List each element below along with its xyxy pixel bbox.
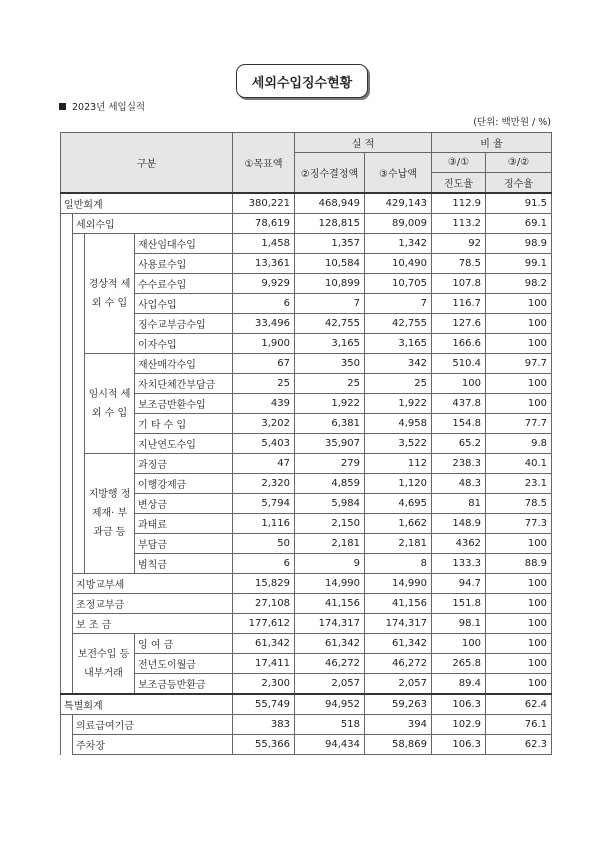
cell-progress: 107.8 <box>432 274 486 294</box>
cell-progress: 113.2 <box>432 214 486 234</box>
header-levy: ②징수결정액 <box>295 153 365 194</box>
row-label: 보조금등반환금 <box>135 674 233 695</box>
cell-levy: 42,755 <box>295 314 365 334</box>
header-row-1 <box>61 133 552 153</box>
unit-note: (단위: 백만원 / %) <box>473 117 551 128</box>
subtitle-text: 2023년 세입실적 <box>72 102 146 113</box>
cell-target: 33,496 <box>233 314 295 334</box>
cell-collection: 97.7 <box>486 354 552 374</box>
cell-receipt: 342 <box>365 354 432 374</box>
cell-receipt: 394 <box>365 715 432 735</box>
cell-levy: 4,859 <box>295 474 365 494</box>
header-category: 구분 <box>61 133 233 194</box>
table-row <box>61 594 552 614</box>
table-row <box>61 674 552 695</box>
cell-collection: 78.5 <box>486 494 552 514</box>
row-label: 지방교부세 <box>73 574 233 594</box>
section-subtitle <box>59 99 145 113</box>
cell-progress: 48.3 <box>432 474 486 494</box>
cell-target: 1,900 <box>233 334 295 354</box>
cell-collection: 77.3 <box>486 514 552 534</box>
header-receipt: ③수납액 <box>365 153 432 194</box>
cell-levy: 25 <box>295 374 365 394</box>
cell-collection: 62.3 <box>486 735 552 755</box>
group-penalty: 지방행 정제재· 부과금 등 <box>85 454 135 574</box>
cell-progress: 151.8 <box>432 594 486 614</box>
cell-progress: 510.4 <box>432 354 486 374</box>
cell-collection: 100 <box>486 334 552 354</box>
cell-collection: 77.7 <box>486 414 552 434</box>
row-label: 징수교부금수입 <box>135 314 233 334</box>
cell-collection: 100 <box>486 394 552 414</box>
cell-target: 25 <box>233 374 295 394</box>
table-row <box>61 394 552 414</box>
cell-receipt: 7 <box>365 294 432 314</box>
cell-progress: 81 <box>432 494 486 514</box>
table-row <box>61 514 552 534</box>
row-label: 과징금 <box>135 454 233 474</box>
page-title: 세외수입징수현황 <box>236 64 368 98</box>
table-row <box>61 314 552 334</box>
table-row <box>61 454 552 474</box>
cell-receipt: 41,156 <box>365 594 432 614</box>
indent-cell <box>61 214 73 695</box>
cell-levy: 2,181 <box>295 534 365 554</box>
cell-target: 177,612 <box>233 614 295 634</box>
cell-progress: 112.9 <box>432 193 486 214</box>
cell-receipt: 1,342 <box>365 234 432 254</box>
row-label: 재산매각수입 <box>135 354 233 374</box>
cell-levy: 5,984 <box>295 494 365 514</box>
cell-progress: 106.3 <box>432 694 486 715</box>
cell-target: 2,320 <box>233 474 295 494</box>
table-row <box>61 274 552 294</box>
indent-cell <box>61 715 73 755</box>
cell-collection: 100 <box>486 634 552 654</box>
cell-collection: 91.5 <box>486 193 552 214</box>
cell-levy: 10,584 <box>295 254 365 274</box>
row-label: 일반회계 <box>61 193 233 214</box>
group-transfer: 보전수입 등 내부거래 <box>73 634 135 695</box>
cell-levy: 61,342 <box>295 634 365 654</box>
table-row <box>61 694 552 715</box>
square-bullet-icon <box>59 103 66 110</box>
cell-receipt: 46,272 <box>365 654 432 674</box>
cell-collection: 100 <box>486 654 552 674</box>
cell-target: 9,929 <box>233 274 295 294</box>
cell-levy: 1,357 <box>295 234 365 254</box>
row-label: 기 타 수 입 <box>135 414 233 434</box>
cell-receipt: 174,317 <box>365 614 432 634</box>
cell-levy: 14,990 <box>295 574 365 594</box>
table-row <box>61 494 552 514</box>
cell-levy: 46,272 <box>295 654 365 674</box>
cell-progress: 100 <box>432 374 486 394</box>
row-label: 변상금 <box>135 494 233 514</box>
row-label: 부담금 <box>135 534 233 554</box>
cell-receipt: 89,009 <box>365 214 432 234</box>
cell-receipt: 112 <box>365 454 432 474</box>
row-label: 특별회계 <box>61 694 233 715</box>
cell-progress: 166.6 <box>432 334 486 354</box>
row-label: 이행강제금 <box>135 474 233 494</box>
cell-receipt: 61,342 <box>365 634 432 654</box>
cell-collection: 100 <box>486 674 552 695</box>
table-row <box>61 354 552 374</box>
cell-collection: 100 <box>486 294 552 314</box>
cell-progress: 94.7 <box>432 574 486 594</box>
cell-collection: 100 <box>486 314 552 334</box>
table-row <box>61 193 552 214</box>
cell-levy: 350 <box>295 354 365 374</box>
cell-progress: 89.4 <box>432 674 486 695</box>
header-progress-top: ③/① <box>432 153 486 173</box>
row-label: 이자수입 <box>135 334 233 354</box>
cell-target: 67 <box>233 354 295 374</box>
cell-receipt: 429,143 <box>365 193 432 214</box>
cell-progress: 102.9 <box>432 715 486 735</box>
cell-receipt: 1,120 <box>365 474 432 494</box>
cell-receipt: 42,755 <box>365 314 432 334</box>
header-ratio: 비 율 <box>432 133 552 153</box>
cell-target: 3,202 <box>233 414 295 434</box>
row-label: 수수료수입 <box>135 274 233 294</box>
cell-collection: 100 <box>486 374 552 394</box>
cell-receipt: 10,705 <box>365 274 432 294</box>
revenue-table <box>60 132 552 755</box>
row-label: 보조금반환수입 <box>135 394 233 414</box>
cell-levy: 94,434 <box>295 735 365 755</box>
row-label: 재산임대수입 <box>135 234 233 254</box>
cell-collection: 23.1 <box>486 474 552 494</box>
cell-target: 5,794 <box>233 494 295 514</box>
table-row <box>61 334 552 354</box>
cell-collection: 69.1 <box>486 214 552 234</box>
cell-target: 55,749 <box>233 694 295 715</box>
cell-target: 50 <box>233 534 295 554</box>
cell-progress: 4362 <box>432 534 486 554</box>
row-label: 보 조 금 <box>73 614 233 634</box>
header-collection-top: ③/② <box>486 153 552 173</box>
cell-target: 17,411 <box>233 654 295 674</box>
cell-collection: 98.9 <box>486 234 552 254</box>
cell-levy: 2,150 <box>295 514 365 534</box>
cell-target: 47 <box>233 454 295 474</box>
cell-progress: 65.2 <box>432 434 486 454</box>
cell-collection: 99.1 <box>486 254 552 274</box>
cell-receipt: 58,869 <box>365 735 432 755</box>
table-row <box>61 715 552 735</box>
cell-receipt: 25 <box>365 374 432 394</box>
cell-levy: 3,165 <box>295 334 365 354</box>
cell-collection: 76.1 <box>486 715 552 735</box>
cell-receipt: 59,263 <box>365 694 432 715</box>
table-row <box>61 374 552 394</box>
cell-levy: 128,815 <box>295 214 365 234</box>
cell-levy: 279 <box>295 454 365 474</box>
cell-receipt: 14,990 <box>365 574 432 594</box>
cell-progress: 106.3 <box>432 735 486 755</box>
cell-progress: 437.8 <box>432 394 486 414</box>
cell-progress: 127.6 <box>432 314 486 334</box>
cell-progress: 154.8 <box>432 414 486 434</box>
header-progress-bottom: 진도율 <box>432 173 486 194</box>
cell-collection: 40.1 <box>486 454 552 474</box>
cell-receipt: 4,958 <box>365 414 432 434</box>
table-row <box>61 634 552 654</box>
cell-target: 5,403 <box>233 434 295 454</box>
row-label: 사업수입 <box>135 294 233 314</box>
indent-cell <box>73 234 85 574</box>
cell-target: 15,829 <box>233 574 295 594</box>
cell-progress: 265.8 <box>432 654 486 674</box>
cell-progress: 92 <box>432 234 486 254</box>
cell-levy: 10,899 <box>295 274 365 294</box>
cell-target: 1,116 <box>233 514 295 534</box>
row-label: 세외수입 <box>73 214 233 234</box>
cell-progress: 116.7 <box>432 294 486 314</box>
row-label: 의료급여기금 <box>73 715 233 735</box>
cell-levy: 7 <box>295 294 365 314</box>
cell-progress: 133.3 <box>432 554 486 574</box>
cell-levy: 1,922 <box>295 394 365 414</box>
cell-collection: 100 <box>486 574 552 594</box>
cell-target: 6 <box>233 294 295 314</box>
cell-levy: 2,057 <box>295 674 365 695</box>
cell-receipt: 8 <box>365 554 432 574</box>
header-target: ①목표액 <box>233 133 295 194</box>
table-row <box>61 474 552 494</box>
cell-receipt: 10,490 <box>365 254 432 274</box>
group-recurring: 경상적 세 외 수 입 <box>85 234 135 354</box>
cell-levy: 468,949 <box>295 193 365 214</box>
cell-progress: 78.5 <box>432 254 486 274</box>
table-row <box>61 614 552 634</box>
cell-receipt: 1,662 <box>365 514 432 534</box>
cell-levy: 6,381 <box>295 414 365 434</box>
cell-collection: 100 <box>486 534 552 554</box>
cell-receipt: 3,522 <box>365 434 432 454</box>
header-actual: 실 적 <box>295 133 432 153</box>
cell-receipt: 1,922 <box>365 394 432 414</box>
row-label: 범칙금 <box>135 554 233 574</box>
cell-progress: 148.9 <box>432 514 486 534</box>
table-row <box>61 735 552 755</box>
cell-collection: 100 <box>486 614 552 634</box>
cell-receipt: 2,181 <box>365 534 432 554</box>
cell-target: 383 <box>233 715 295 735</box>
cell-target: 2,300 <box>233 674 295 695</box>
table-row <box>61 434 552 454</box>
cell-levy: 94,952 <box>295 694 365 715</box>
cell-progress: 238.3 <box>432 454 486 474</box>
cell-levy: 9 <box>295 554 365 574</box>
row-label: 조정교부금 <box>73 594 233 614</box>
cell-collection: 98.2 <box>486 274 552 294</box>
cell-target: 6 <box>233 554 295 574</box>
cell-target: 1,458 <box>233 234 295 254</box>
table-row <box>61 294 552 314</box>
cell-collection: 9.8 <box>486 434 552 454</box>
cell-levy: 174,317 <box>295 614 365 634</box>
cell-collection: 62.4 <box>486 694 552 715</box>
cell-target: 78,619 <box>233 214 295 234</box>
table-row <box>61 414 552 434</box>
row-label: 주차장 <box>73 735 233 755</box>
cell-receipt: 3,165 <box>365 334 432 354</box>
cell-levy: 518 <box>295 715 365 735</box>
table-row <box>61 574 552 594</box>
cell-target: 380,221 <box>233 193 295 214</box>
table-row <box>61 214 552 234</box>
cell-progress: 100 <box>432 634 486 654</box>
cell-receipt: 4,695 <box>365 494 432 514</box>
table-row <box>61 234 552 254</box>
group-temporary: 임시적 세 외 수 입 <box>85 354 135 454</box>
table-row <box>61 254 552 274</box>
row-label: 잉 여 금 <box>135 634 233 654</box>
cell-target: 439 <box>233 394 295 414</box>
row-label: 사용료수입 <box>135 254 233 274</box>
row-label: 지난연도수입 <box>135 434 233 454</box>
cell-target: 13,361 <box>233 254 295 274</box>
cell-receipt: 2,057 <box>365 674 432 695</box>
cell-collection: 88.9 <box>486 554 552 574</box>
row-label: 전년도이월금 <box>135 654 233 674</box>
row-label: 과태료 <box>135 514 233 534</box>
row-label: 자치단체간부담금 <box>135 374 233 394</box>
table-row <box>61 554 552 574</box>
cell-target: 27,108 <box>233 594 295 614</box>
cell-target: 55,366 <box>233 735 295 755</box>
cell-levy: 35,907 <box>295 434 365 454</box>
cell-progress: 98.1 <box>432 614 486 634</box>
cell-levy: 41,156 <box>295 594 365 614</box>
cell-collection: 100 <box>486 594 552 614</box>
header-collection-bottom: 징수율 <box>486 173 552 194</box>
table-row <box>61 534 552 554</box>
cell-target: 61,342 <box>233 634 295 654</box>
table-row <box>61 654 552 674</box>
